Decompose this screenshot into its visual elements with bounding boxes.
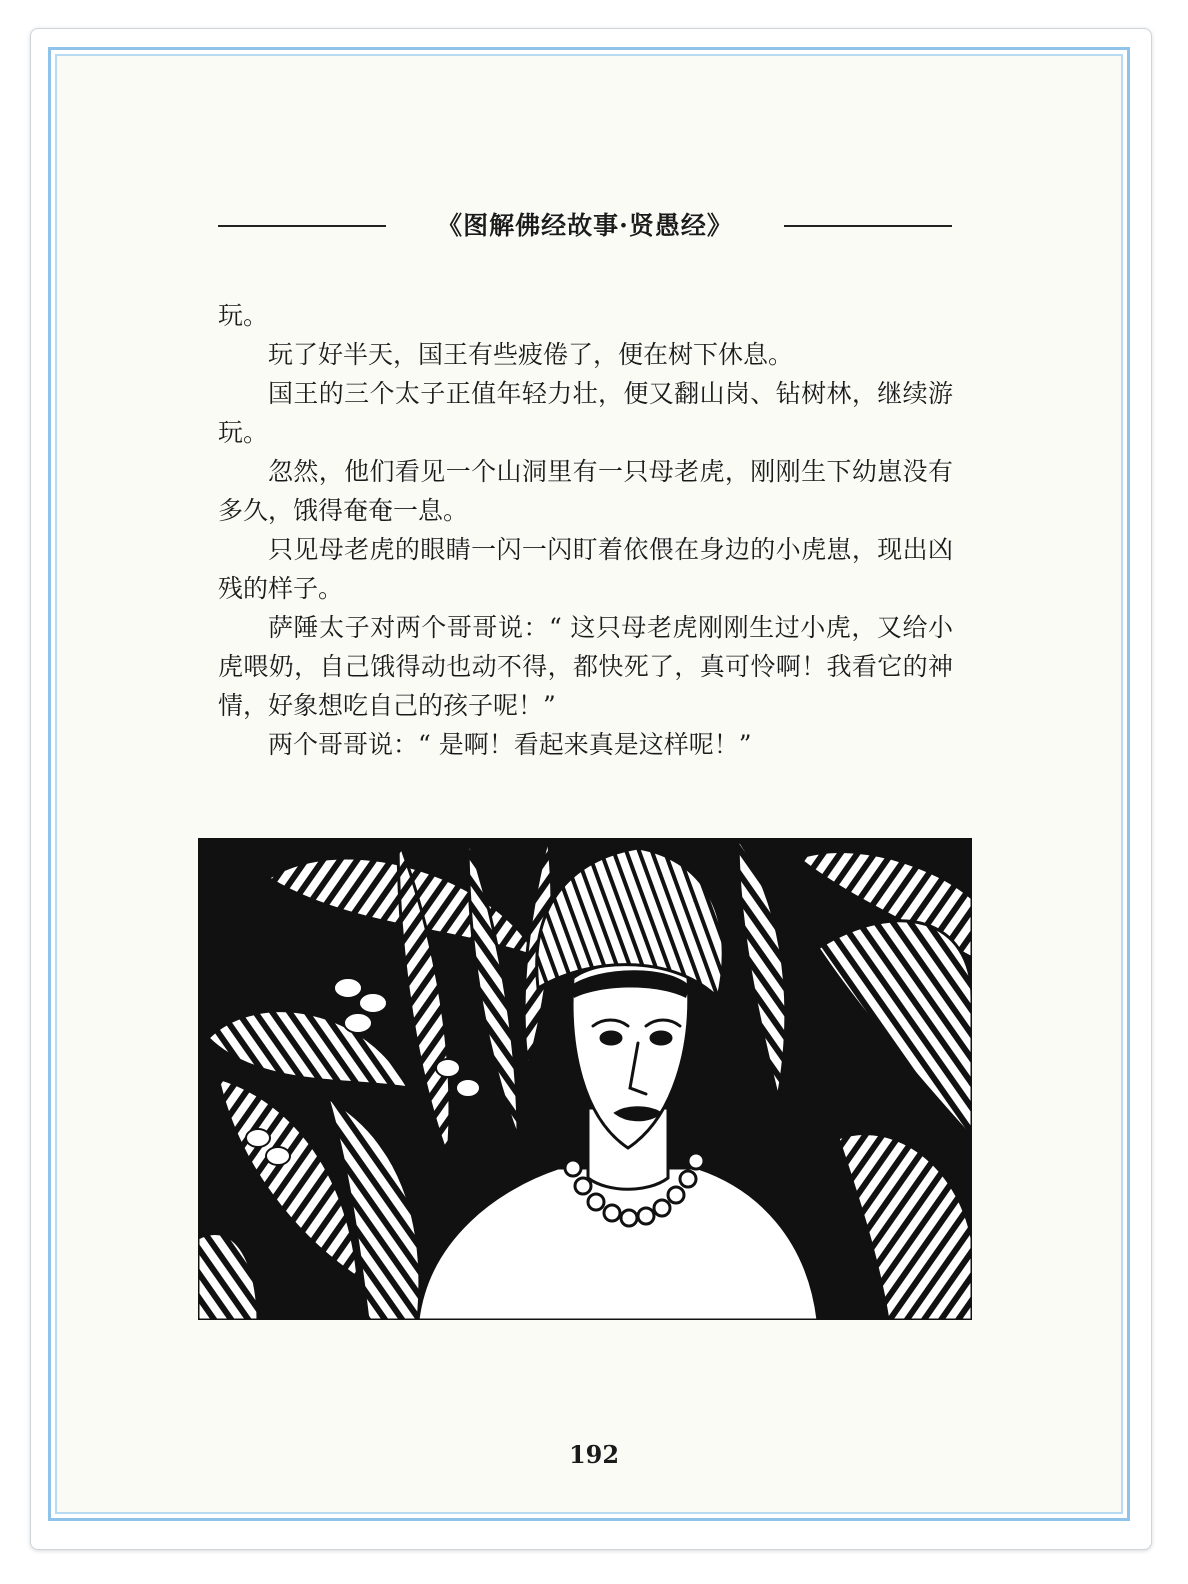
header-rule-right (784, 225, 952, 227)
running-header (218, 206, 952, 246)
paragraph-4: 忽然，他们看见一个山洞里有一只母老虎，刚刚生下幼崽没有多久，饿得奄奄一息。 (218, 457, 953, 525)
paragraph-3: 国王的三个太子正值年轻力壮，便又翻山岗、钻树林，继续游玩。 (218, 379, 953, 447)
paragraph-1: 玩。 (218, 301, 269, 330)
paragraph-5: 只见母老虎的眼睛一闪一闪盯着依偎在身边的小虎崽，现出凶残的样子。 (218, 535, 953, 603)
paragraph-7: 两个哥哥说：“ 是啊！看起来真是这样呢！” (268, 730, 752, 759)
paragraph-6: 萨陲太子对两个哥哥说：“ 这只母老虎刚刚生过小虎，又给小虎喂奶，自己饿得动也动不得，都快死了，真可怜啊！我看它的神情，好象想吃自己的孩子呢！” (218, 613, 953, 720)
woodcut-illustration (198, 838, 972, 1320)
book-title: 《图解佛经故事·贤愚经》 (437, 211, 733, 240)
paragraph-2: 玩了好半天，国王有些疲倦了，便在树下休息。 (268, 340, 794, 369)
page-number: 192 (568, 1440, 620, 1469)
story-text (218, 296, 953, 764)
header-rule-left (218, 225, 386, 227)
illustration-svg (198, 838, 972, 1320)
